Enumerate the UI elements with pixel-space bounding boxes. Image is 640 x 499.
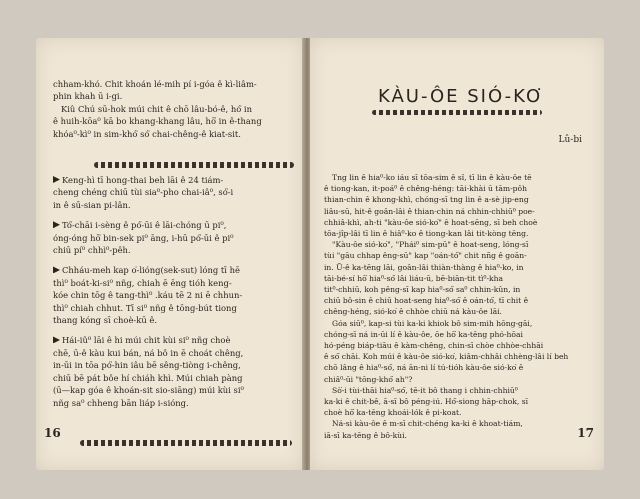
text-line: kóe chin tōg ê tang-thì⁰ .káu tē 2 ni ē chhun- [53,290,243,301]
text-line: thì⁰ chiah chhut. Tī si⁰ nñg ê tōng-bút tiong [53,302,237,313]
right-body-text [324,172,596,441]
text-line: chiâ⁰-ūi "tōng-khó͘ ah"? [324,374,413,384]
text-line: ka-ki ê chit-bê, ā-sī bô péng-iú. Hó͘-siong hāp-chok, sī [324,397,529,407]
bullet-icon [53,176,60,183]
text-line: chō lâng ê hia⁰-só͘, ná ān-ni lí tú-tióh kàu-ôe sió-ko͘ ê [324,363,524,373]
text-line: ê só͘ chāi. Koh múi ê kàu-ôe sió-ko͘, kiâm-chhâi chhèng-lâi lí beh [324,352,569,362]
page-number: 16 [44,426,61,440]
text-line: Ná-si kàu-ôe ê m-sī chit-chéng ka-ki ê khoat-tiám, [332,419,523,429]
text-line: tōa-jîp-lâi tī lin ê hiâ⁰-ko ê tiong-kan lâi tit-kòng tēng. [324,229,529,239]
text-line: chē, ū-ê kàu kui bán, ná bô in ē choát chêng, [53,347,244,358]
left-page [36,38,304,470]
text-line: Góa siū⁰, kap-si tùi ka-ki khiok bô sim-mih hōng-gāi, [332,318,533,328]
text-line: cheng chéng chiū tùi sia⁰-pho chai-iâ⁰, só͘-i [53,187,234,198]
bullet-icon [53,266,60,273]
left-bullet-list [53,174,297,409]
text-line: Tng lin ê hia⁰-ko iáu sī tōa-sim ê sî, tī lin ê kàu-ôe tē [332,173,532,182]
text-line: tùi "gāu chhap êng-sū" kap "oán-tó͘" chit nñg ê goān- [324,251,527,261]
title-underline-ornament [372,110,542,115]
list-item: Tó͘-chāi i-sèng ê pó͘-ūi ê lāi-chóng ū pi⁰, [53,219,297,231]
text-line: ê huih-kōa⁰ kā bo khang-khang lâu, hō͘ in ê-thang [53,116,262,127]
text-line: tit⁰-chhiū, koh pêng-sī kap hia⁰-só͘ sa⁰ chhin-kûn, in [324,285,521,295]
text-line: tāi-bé-sí hō͘ hia⁰-só͘ lâi liáu-ū, bē-biān-tit tì⁰-kha [324,273,504,283]
list-item: Hái-iû⁰ lāi ê hi múi chit kùi si⁰ nñg choè [53,334,297,346]
author-name: Lû-bi [558,135,582,145]
text-line: chiū pí⁰ chhì⁰-pêh. [53,245,131,256]
ornament-divider-top [94,162,294,168]
page-number: 17 [577,426,594,440]
text-line: in. Ū-ê ka-tēng lāi, goân-lâi thiàn-thàng ê hia⁰-ko, in [324,262,524,272]
text-line: in ê sū-sian pi-lân. [53,199,131,210]
text-line: chêng-héng, sió-ko͘ ê chhòe chiū ná kàu-ôe lāi. [324,307,502,317]
text-line: ê tiong-kan, it-poá⁰ ê chêng-héng: tāi-khài ū tām-pôh [324,184,527,194]
text-line: liâu-sū, hit-ê goân-lâi ê thian-chin ná chhin-chhiū⁰ poe- [324,206,535,216]
text-line: chiū bô-sin ê chiū hoat-seng hia⁰-só͘ ê oán-tó͘, tī chit ê [324,296,529,306]
text-line: phin khah ū i-gi. [53,91,123,102]
text-line: thì⁰ boát-ki-si⁰ nñg, chiah ē ēng tióh keng- [53,277,232,288]
bullet-icon [53,221,60,228]
text-line: in-ūi in tōa pó͘-hin iâu bē sêng-tiòng i-chêng, [53,360,241,371]
text-line: hó-péng biáp-tiāu ê kàm-chêng, chin-sī chòe chhòe-chhāi [324,341,544,351]
text-line: Sò͘-i tùi-thāi hia⁰-só͘, tē-it bô thang i chhin-chhiū⁰ [332,385,518,395]
text-line: Kiû Chú sū-hok múi chit ê chō lâu-bó-ê, hó͘ in [61,103,252,114]
ornament-divider-bottom [80,440,292,446]
text-line: chiū bē pát bôe hí chiáh khì. Múi chiah pàng [53,372,243,383]
list-item: Keng-hì tī hong-thai beh lāi ê 24 tiám- [53,174,297,186]
text-line: choè hō͘ ka-tēng khoái-lók ê pi-koat. [324,408,462,418]
text-line: thang kóng sī choè-kū ê. [53,315,158,326]
list-item: Chháu-meh kap o͘-lióng(sek-sut) lóng tī hē [53,264,297,276]
text-line: "Kàu-ôe sió-ko͘", "Phái⁰ sim-pū" ê hoat-seng, lóng-sī [332,240,529,250]
page-title: KÀU-ÔE SIÓ-KO͘ [378,86,543,107]
bullet-icon [53,336,60,343]
text-line: (ū—kap góa ê khoán-sit sio-siāng) múi kùi si⁰ [53,385,244,396]
text-line: chóng-sī ná in-ūi lí ê kàu-ôe, ōe hō͘ ka-tēng phó-hōai [324,329,523,339]
text-line: nñg sa⁰ chheng bān liáp i-sióng. [53,397,189,408]
text-line: thian-chin ê khong-khì, chóng-sī tng lin ê a-sè jip-eng [324,195,529,205]
text-line: chham-khó. Chit khoán lé-mih pí i-góa ê kì-liâm- [53,79,257,89]
left-top-text [53,78,297,140]
text-line: khóa⁰-kì⁰ in sim-khó͘ só͘ chai-chêng-ê kiat-sit. [53,128,241,139]
text-line: iā-sī ka-tēng ê bô-kùi. [324,430,407,440]
text-line: chhiâ-khì, ah-ti "kàu-ôe sió-ko͘" ê hoat-sēng, sī beh choè [324,217,538,227]
right-page [310,38,604,470]
text-line: óng-óng hō͘ bin-sek pi⁰ āng, i-hū pó͘-ūi ê pi⁰ [53,232,234,243]
